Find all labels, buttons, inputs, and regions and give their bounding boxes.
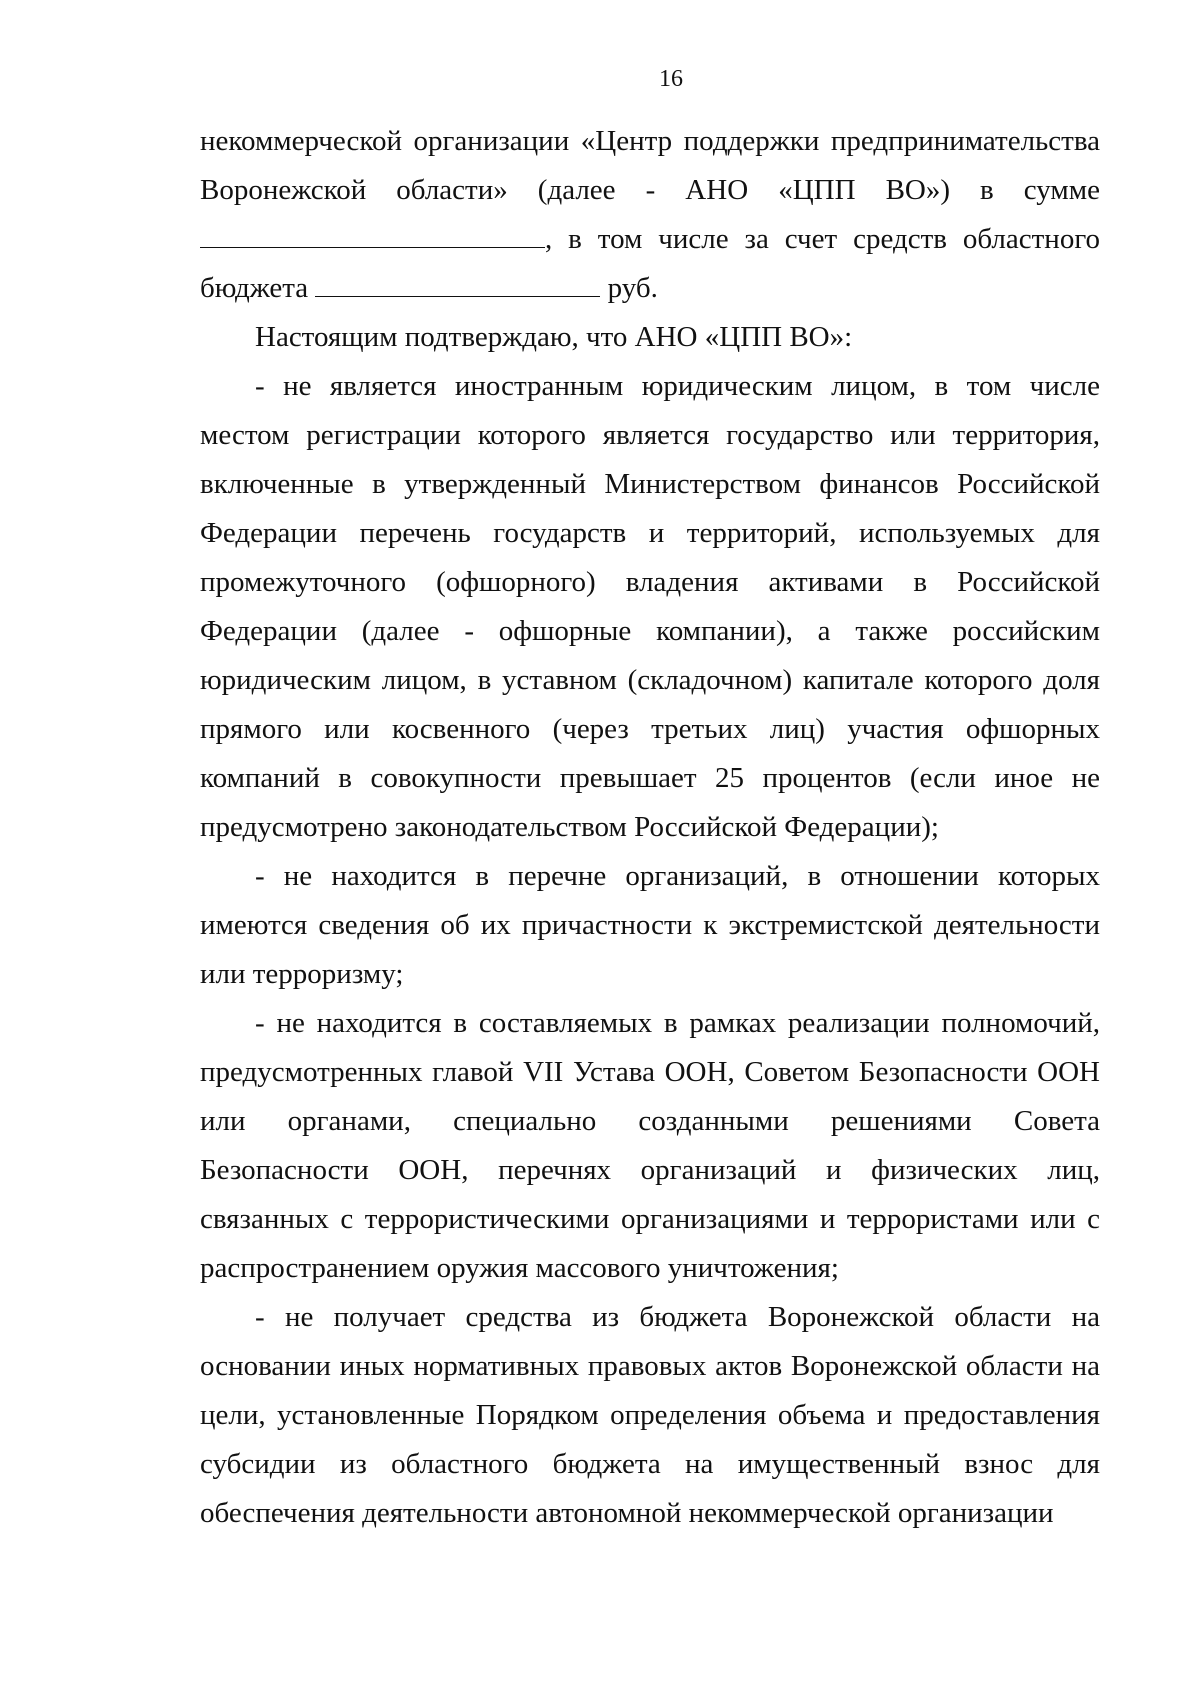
- text-line-3: [200, 215, 1100, 264]
- page-number: 16: [659, 66, 683, 92]
- condition-item-4: - не получает средства из бюджета Воронежской области на основании иных нормативных правовых актов Воронежской области на цели, установленные Порядком определения объема и предоставления субсидии из областного бюджета на имущественный взнос для обеспечения деятельности автономной некоммерческой организации: [200, 1301, 1100, 1529]
- text-line-1: некоммерческой организации «Центр поддержки предпринимательства: [200, 125, 1100, 157]
- amount-blank-field: [200, 217, 545, 248]
- budget-blank-field: [315, 266, 600, 297]
- confirm-paragraph: Настоящим подтверждаю, что АНО «ЦПП ВО»:: [255, 321, 853, 353]
- document-body: [200, 117, 1100, 1538]
- condition-item-2: - не находится в перечне организаций, в отношении которых имеются сведения об их причастности к экстремистской деятельности или терроризму;: [200, 860, 1100, 990]
- currency-label: руб.: [607, 272, 658, 304]
- text-line-2: Воронежской области» (далее - АНО «ЦПП ВО») в сумме: [200, 174, 1100, 206]
- text-line-3-rest: , в том числе за счет средств областного: [545, 223, 1100, 255]
- condition-item-1: - не является иностранным юридическим лицом, в том числе местом регистрации которого является государство или территория, включенные в утвержденный Министерством финансов Российской Федерации перечень государств и территорий, используемых для промежуточного (офшорного) владения активами в Российской Федерации (далее - офшорные компании), а также российским юридическим лицом, в уставном (складочном) капитале которого доля прямого или косвенного (через третьих лиц) участия офшорных компаний в совокупности превышает 25 процентов (если иное не предусмотрено законодательством Российской Федерации);: [200, 370, 1100, 843]
- budget-label: бюджета: [200, 272, 309, 304]
- text-line-4: [200, 264, 1100, 313]
- condition-item-3: - не находится в составляемых в рамках реализации полномочий, предусмотренных главой VII Устава ООН, Советом Безопасности ООН или органами, специально созданными решениями Совета Безопасности ООН, перечнях организаций и физических лиц, связанных с террористическими организациями и террористами или с распространением оружия массового уничтожения;: [200, 1007, 1100, 1284]
